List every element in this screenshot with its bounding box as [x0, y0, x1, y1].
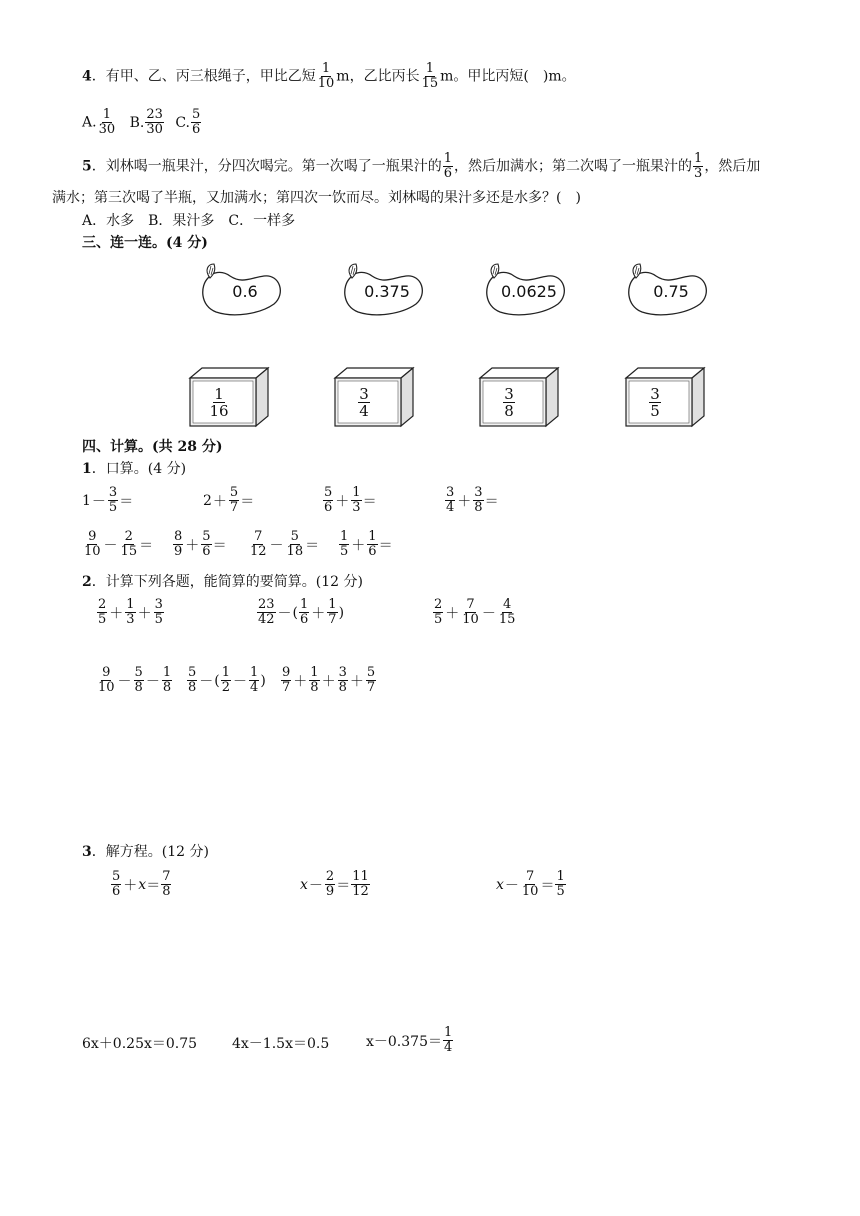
equation-3: x － 7 10 ＝ 1 5 — [496, 869, 565, 899]
oral-calc-5: 9 10 － 2 15 ＝ — [84, 529, 154, 559]
mango-card[interactable] — [478, 262, 570, 320]
fraction: 3 8 — [504, 384, 514, 420]
fraction: 3 5 — [650, 384, 660, 420]
fraction: $\frac{23}{30}$ — [146, 107, 163, 137]
calc-expression-1: 2 5 ＋ 1 3 ＋ 3 5 — [98, 597, 163, 627]
question-text: m，乙比丙长 — [336, 68, 420, 85]
oral-calc-4: 3 4 ＋ 3 8 ＝ — [446, 485, 499, 515]
oral-calc-7: 7 12 － 5 18 ＝ — [250, 529, 320, 559]
section-3-title: 三、连一连。(4 分) — [82, 235, 208, 251]
question-5-options: A．水多 B．果汁多 C．一样多 — [82, 213, 296, 229]
equation-4: 6x＋0.25x＝0.75 — [82, 1036, 198, 1052]
option-b-label: B. — [129, 114, 145, 131]
question-4-options — [82, 108, 202, 137]
equation-1: 5 6 ＋ x ＝ 7 8 — [112, 869, 171, 899]
fraction: $\frac{5}{6}$ — [191, 107, 201, 137]
part-2-title: 2．计算下列各题，能简算的要简算。(12 分) — [82, 574, 363, 590]
fraction: $\frac{1}{3}$ — [694, 151, 703, 181]
mango-value: 0.75 — [653, 281, 689, 301]
option-c-label: C. — [175, 114, 190, 131]
fraction-box[interactable] — [624, 366, 706, 428]
equation-5: 4x－1.5x＝0.5 — [232, 1036, 330, 1052]
fraction: $\frac{1}{30}$ — [98, 107, 116, 137]
fraction: $\frac{1}{10}$ — [317, 61, 335, 91]
fraction: $\frac{1}{15}$ — [421, 61, 439, 91]
equation-2: x － 2 9 ＝ 11 12 — [300, 869, 369, 899]
mango-value: 0.0625 — [501, 281, 557, 301]
fraction-box[interactable] — [478, 366, 560, 428]
equation-6: x－0.375＝ 1 4 — [366, 1025, 453, 1055]
question-5-line2: 满水；第三次喝了半瓶，又加满水；第四次一饮而尽。刘林喝的果汁多还是水多？( ) — [52, 190, 581, 206]
question-4 — [82, 62, 576, 91]
question-number: 4 — [82, 68, 92, 85]
question-5 — [82, 152, 760, 181]
mango-card[interactable] — [194, 262, 286, 320]
oral-calc-8: 1 5 ＋ 1 6 ＝ — [340, 529, 393, 559]
fraction: 1 16 — [209, 384, 229, 420]
calc-expression-5: 5 8 － ( 1 2 － 1 4 ) — [188, 665, 266, 695]
mango-card[interactable] — [336, 262, 428, 320]
calc-expression-4: 9 10 － 5 8 － 1 8 — [98, 665, 172, 695]
calc-expression-6: 9 7 ＋ 1 8 ＋ 3 8 ＋ 5 7 — [282, 665, 376, 695]
section-4-title: 四、计算。(共 28 分) — [82, 439, 223, 455]
question-text: ，然后加 — [704, 158, 761, 175]
question-text: m。甲比丙短( )m。 — [440, 68, 576, 85]
option-a-label: A. — [82, 114, 97, 131]
question-number: 5 — [82, 158, 92, 175]
question-text: ．有甲、乙、丙三根绳子，甲比乙短 — [91, 68, 316, 85]
mango-value: 0.6 — [232, 281, 258, 301]
oral-calc-6: 8 9 ＋ 5 6 ＝ — [174, 529, 227, 559]
mango-card[interactable] — [620, 262, 712, 320]
oral-calc-1: 1 － 3 5 ＝ — [82, 485, 134, 515]
calc-expression-2: 23 42 － ( 1 6 ＋ 1 7 ) — [258, 597, 345, 627]
oral-calc-2: 2 ＋ 5 7 ＝ — [203, 485, 255, 515]
oral-calc-3: 5 6 ＋ 1 3 ＝ — [324, 485, 377, 515]
mango-value: 0.375 — [364, 281, 410, 301]
fraction: 3 4 — [359, 384, 369, 420]
part-1-title: 1．口算。(4 分) — [82, 461, 187, 477]
fraction: $\frac{1}{6}$ — [443, 151, 453, 181]
fraction-box[interactable] — [188, 366, 270, 428]
fraction-box[interactable] — [333, 366, 415, 428]
question-text: ．刘林喝一瓶果汁，分四次喝完。第一次喝了一瓶果汁的 — [91, 158, 442, 175]
part-3-title: 3．解方程。(12 分) — [82, 844, 209, 860]
calc-expression-3: 2 5 ＋ 7 10 － 4 15 — [434, 597, 516, 627]
question-text: ，然后加满水；第二次喝了一瓶果汁的 — [454, 158, 693, 175]
